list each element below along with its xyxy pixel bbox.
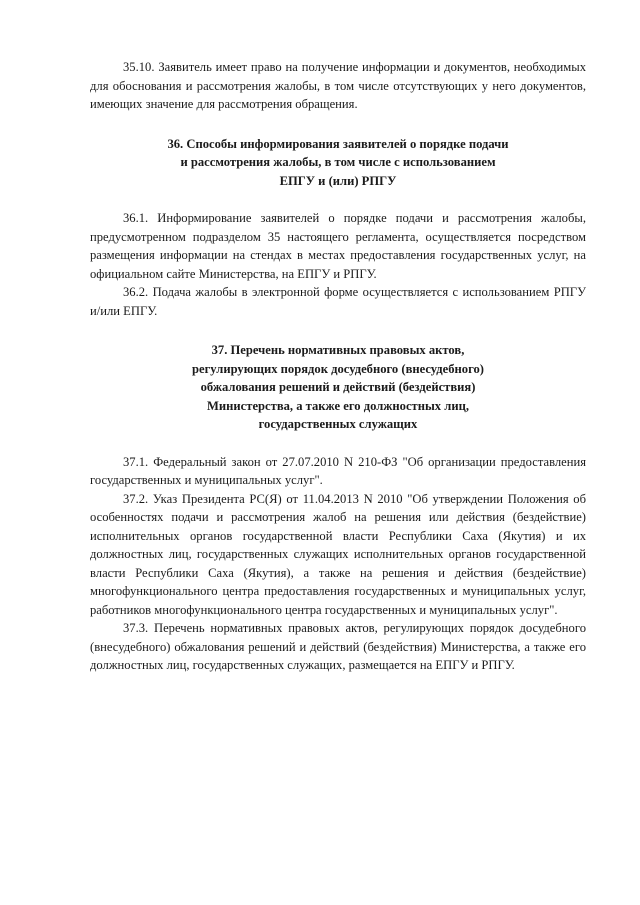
heading-line: и рассмотрения жалобы, в том числе с использованием [180,155,496,169]
heading-line: обжалования решений и действий (бездействия) [200,380,476,394]
paragraph-35-10: 35.10. Заявитель имеет право на получение информации и документов, необходимых для обоснования и рассмотрения жалобы, в том числе отсутствующих у него документов, имеющих значение для рассмотрения обращения. [90,60,586,111]
paragraph-36-2: 36.2. Подача жалобы в электронной форме осуществляется с использованием РПГУ и/или ЕПГУ. [90,285,586,318]
heading-line: 37. Перечень нормативных правовых актов, [211,343,465,357]
paragraph-37-1: 37.1. Федеральный закон от 27.07.2010 N 210-ФЗ "Об организации предоставления государственных и муниципальных услуг". [90,454,586,487]
spacer [90,320,586,341]
heading-line: ЕПГУ и (или) РПГУ [279,173,397,188]
spacer [90,434,586,453]
heading-line: государственных служащих [258,417,418,431]
paragraph-37-3: 37.3. Перечень нормативных правовых актов, регулирующих порядок досудебного (внесудебного) обжалования решений и действий (бездействия) Министерства, а также его должностных лиц, государственных служащих, размещается на ЕПГУ и РПГУ. [90,621,586,672]
spacer [90,114,586,135]
paragraph-37-2: 37.2. Указ Президента РС(Я) от 11.04.2013 N 2010 "Об утверждении Положения об особенностях подачи и рассмотрения жалоб на решения или действия (бездействие) исполнительных органов государственной власти Республики Саха (Якутия) и их должностных лиц, государственных служащих исполнительных органов государственной власти Республики Саха (Якутия), а также на решения и действия (бездействие) многофункционального центра предоставления государственных и муниципальных услуг, работников многофункционального центра государственных и муниципальных услуг". [90,491,586,617]
heading-line: регулирующих порядок досудебного (внесудебного) [191,361,485,376]
heading-line: 36. Способы информирования заявителей о порядке подачи [167,136,509,151]
section-36-heading [90,135,586,191]
spacer [90,190,586,209]
document-body [90,58,586,675]
section-37-heading [90,341,586,434]
paragraph-36-1: 36.1. Информирование заявителей о порядке подачи и рассмотрения жалобы, предусмотренном подразделом 35 настоящего регламента, осуществляется посредством размещения информации на стендах в местах предоставления государственных услуг, на официальном сайте Министерства, на ЕПГУ и РПГУ. [90,211,586,281]
heading-line: Министерства, а также его должностных лиц, [207,398,469,413]
